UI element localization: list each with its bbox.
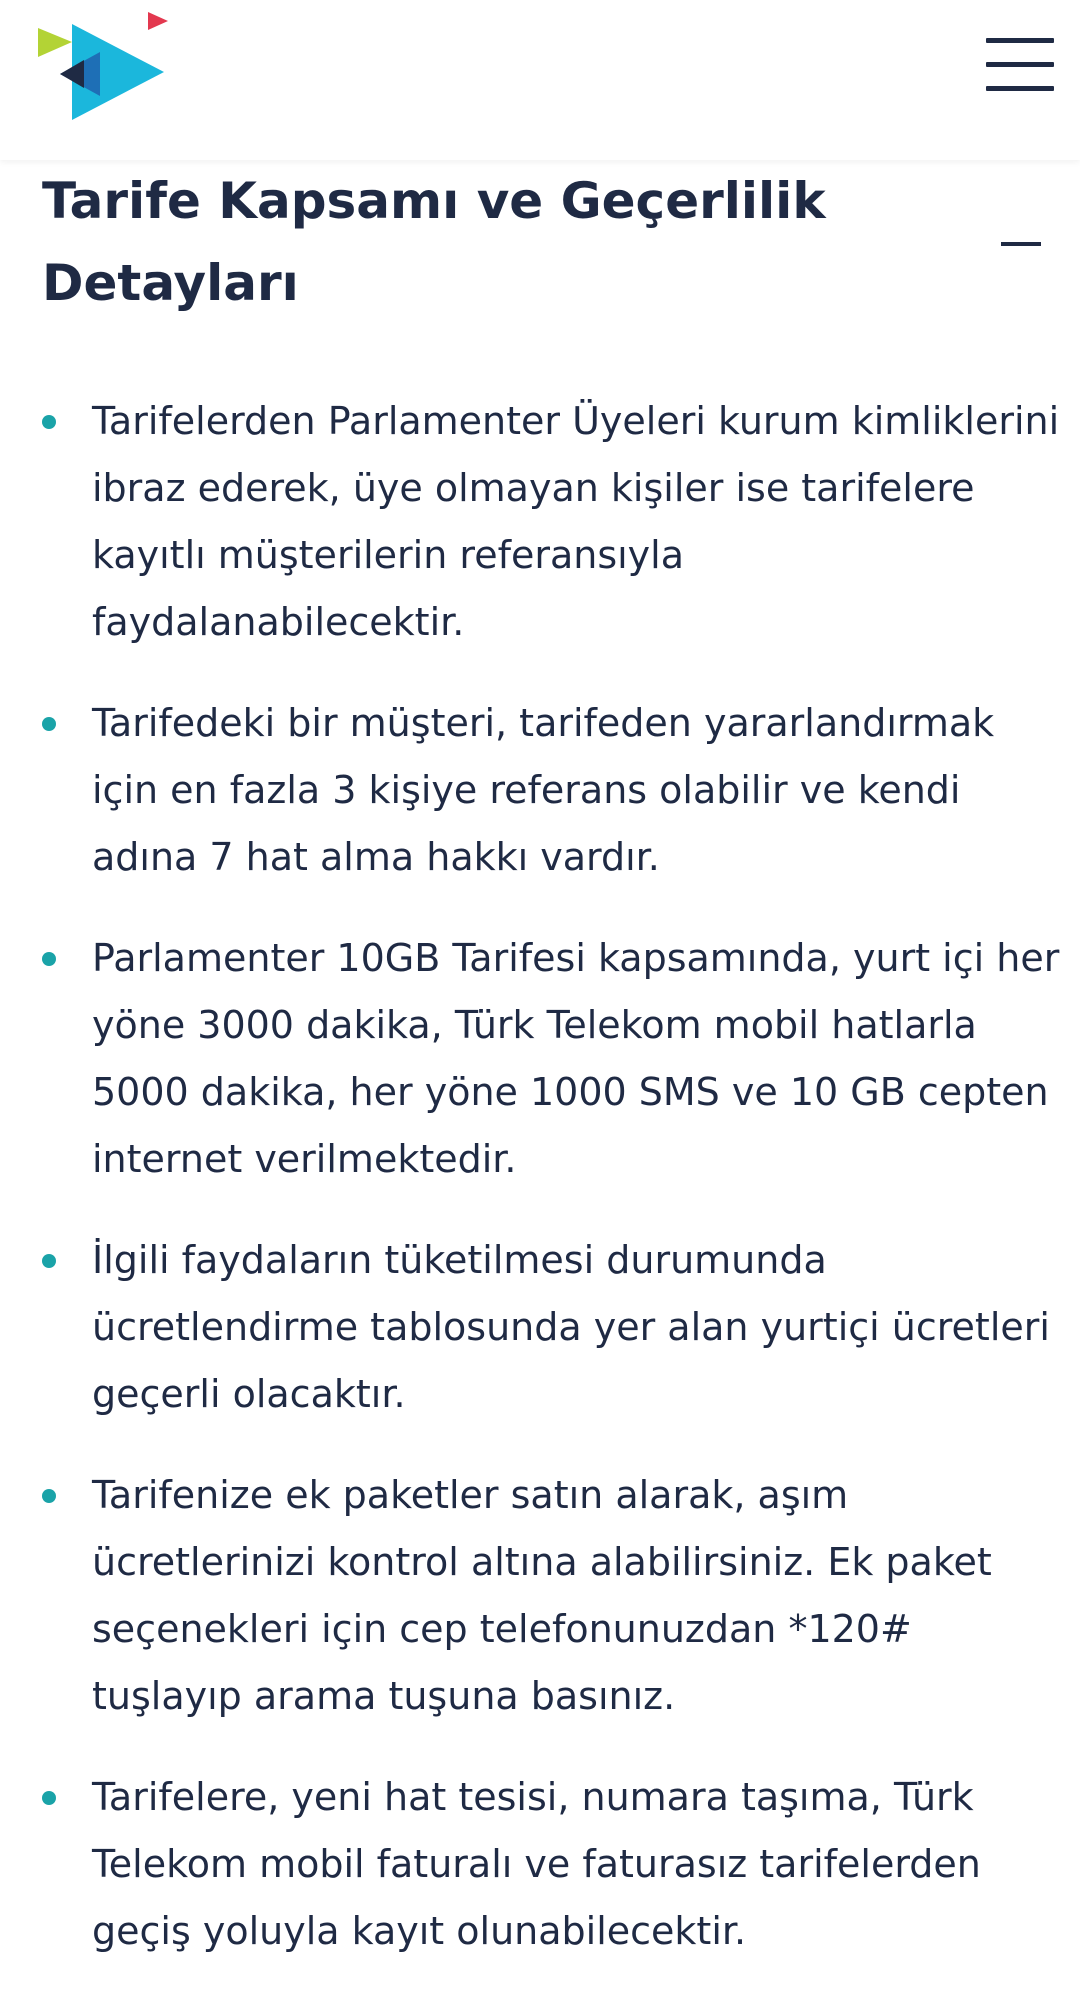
list-item (0, 1462, 1080, 1730)
section-title: Tarife Kapsamı ve Geçerlilik Detayları (42, 172, 826, 312)
bullet-icon (42, 1791, 56, 1805)
list-item (0, 388, 1080, 656)
list-item-text: Tarifedeki bir müşteri, tarifeden yararlandırmak için en fazla 3 kişiye referans olabilir ve kendi adına 7 hat alma hakkı vardır. (92, 701, 995, 879)
list-item (0, 925, 1080, 1193)
list-item-text: Tarifelerden Parlamenter Üyeleri kurum kimliklerini ibraz ederek, üye olmayan kişiler ise tarifelere kayıtlı müşterilerin referansıyla faydalanabilecektir. (92, 399, 1060, 644)
hamburger-menu-button[interactable] (986, 38, 1054, 94)
bullet-icon (42, 952, 56, 966)
collapse-minus-icon (1001, 242, 1041, 246)
bullet-icon (42, 1254, 56, 1268)
brand-play-logo-icon (38, 12, 172, 124)
list-item-text: Parlamenter 10GB Tarifesi kapsamında, yurt içi her yöne 3000 dakika, Türk Telekom mobil hatlarla 5000 dakika, her yöne 1000 SMS ve 10 GB cepten internet verilmektedir. (92, 936, 1060, 1181)
bullet-icon (42, 717, 56, 731)
details-list (0, 388, 1080, 1999)
list-item-text: Tarifelere, yeni hat tesisi, numara taşıma, Türk Telekom mobil faturalı ve faturasız tarifelerden geçiş yoluyla kayıt olunabilecektir. (92, 1775, 981, 1953)
list-item-text: Tarifenize ek paketler satın alarak, aşım ücretlerinizi kontrol altına alabilirsiniz. Ek paket seçenekleri için cep telefonunuzdan *120# tuşlayıp arama tuşuna basınız. (92, 1473, 992, 1718)
list-item (0, 1227, 1080, 1428)
top-header (0, 0, 1080, 160)
hamburger-menu-icon (986, 38, 1054, 43)
brand-logo[interactable] (38, 12, 172, 124)
list-item-text: İlgili faydaların tüketilmesi durumunda ücretlendirme tablosunda yer alan yurtiçi ücretleri geçerli olacaktır. (92, 1238, 1050, 1416)
bullet-icon (42, 415, 56, 429)
list-item (0, 1764, 1080, 1965)
collapse-toggle-button[interactable] (1001, 232, 1041, 256)
bullet-icon (42, 1489, 56, 1503)
tariff-details-section (0, 160, 1080, 1953)
list-item (0, 690, 1080, 891)
